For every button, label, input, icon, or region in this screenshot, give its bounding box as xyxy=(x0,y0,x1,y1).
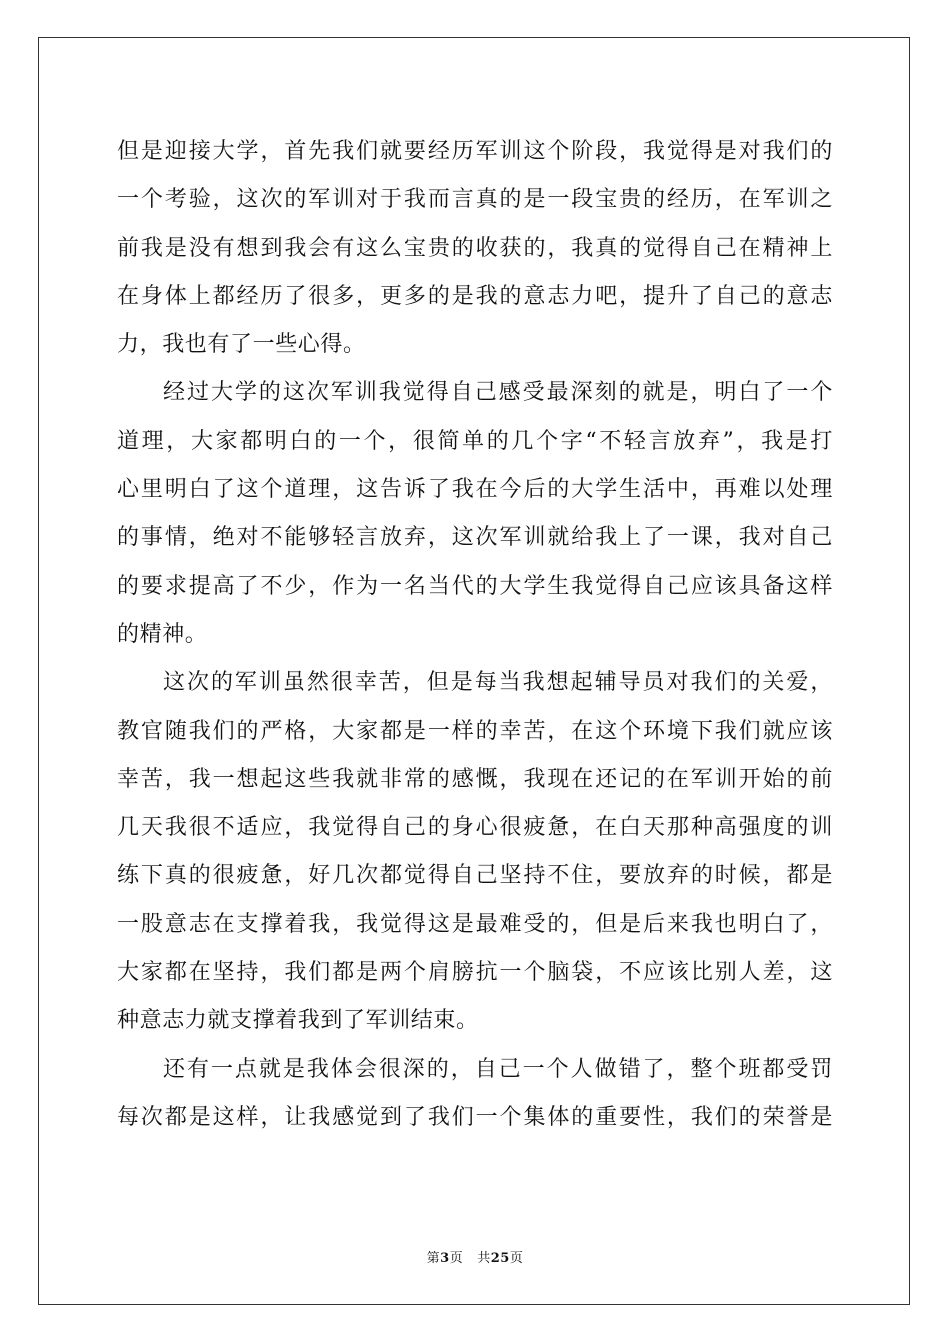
text-line: 教官随我们的严格，大家都是一样的幸苦，在这个环境下我们就应该 xyxy=(117,718,833,744)
text-line: 种意志力就支撑着我到了军训结束。 xyxy=(117,1008,479,1034)
text-line: 练下真的很疲惫，好几次都觉得自己坚持不住，要放弃的时候，都是 xyxy=(117,863,833,889)
footer-total-suffix: 页 xyxy=(509,1251,524,1266)
footer-page-prefix: 第 xyxy=(426,1251,441,1266)
text-line: 每次都是这样，让我感觉到了我们一个集体的重要性，我们的荣誉是 xyxy=(117,1104,833,1130)
text-line: 力，我也有了一些心得。 xyxy=(117,332,366,358)
footer-page-number: 3 xyxy=(440,1251,450,1266)
text-line: 几天我很不适应，我觉得自己的身心很疲惫，在白天那种高强度的训 xyxy=(117,815,833,841)
text-line: 的精神。 xyxy=(117,621,208,647)
footer-total-pages: 25 xyxy=(490,1251,510,1266)
footer-page-suffix: 页 xyxy=(449,1251,464,1266)
text-line: 这次的军训虽然很幸苦，但是每当我想起辅导员对我们的关爱， xyxy=(163,670,833,696)
page-footer xyxy=(0,1247,950,1266)
text-line: 的要求提高了不少，作为一名当代的大学生我觉得自己应该具备这样 xyxy=(117,573,833,599)
text-line: 幸苦，我一想起这些我就非常的感慨，我现在还记的在军训开始的前 xyxy=(117,766,833,792)
footer-total-prefix: 共 xyxy=(477,1251,491,1266)
text-line: 大家都在坚持，我们都是两个肩膀抗一个脑袋，不应该比别人差，这 xyxy=(117,960,833,986)
text-line: 还有一点就是我体会很深的，自己一个人做错了，整个班都受罚 xyxy=(163,1056,833,1082)
text-line: 心里明白了这个道理，这告诉了我在今后的大学生活中，再难以处理 xyxy=(117,477,833,503)
text-line: 在身体上都经历了很多，更多的是我的意志力吧，提升了自己的意志 xyxy=(117,283,833,309)
text-line: 道理，大家都明白的一个，很简单的几个字“不轻言放弃”，我是打 xyxy=(117,428,833,454)
text-line: 一个考验，这次的军训对于我而言真的是一段宝贵的经历，在军训之 xyxy=(117,187,833,213)
text-line: 一股意志在支撑着我，我觉得这是最难受的，但是后来我也明白了， xyxy=(117,911,833,937)
document-body xyxy=(117,128,833,1142)
text-line: 但是迎接大学，首先我们就要经历军训这个阶段，我觉得是对我们的 xyxy=(117,139,833,164)
text-line: 的事情，绝对不能够轻言放弃，这次军训就给我上了一课，我对自己 xyxy=(117,525,833,551)
text-line: 前我是没有想到我会有这么宝贵的收获的，我真的觉得自己在精神上 xyxy=(117,235,833,261)
text-line: 经过大学的这次军训我觉得自己感受最深刻的就是，明白了一个 xyxy=(163,380,833,406)
